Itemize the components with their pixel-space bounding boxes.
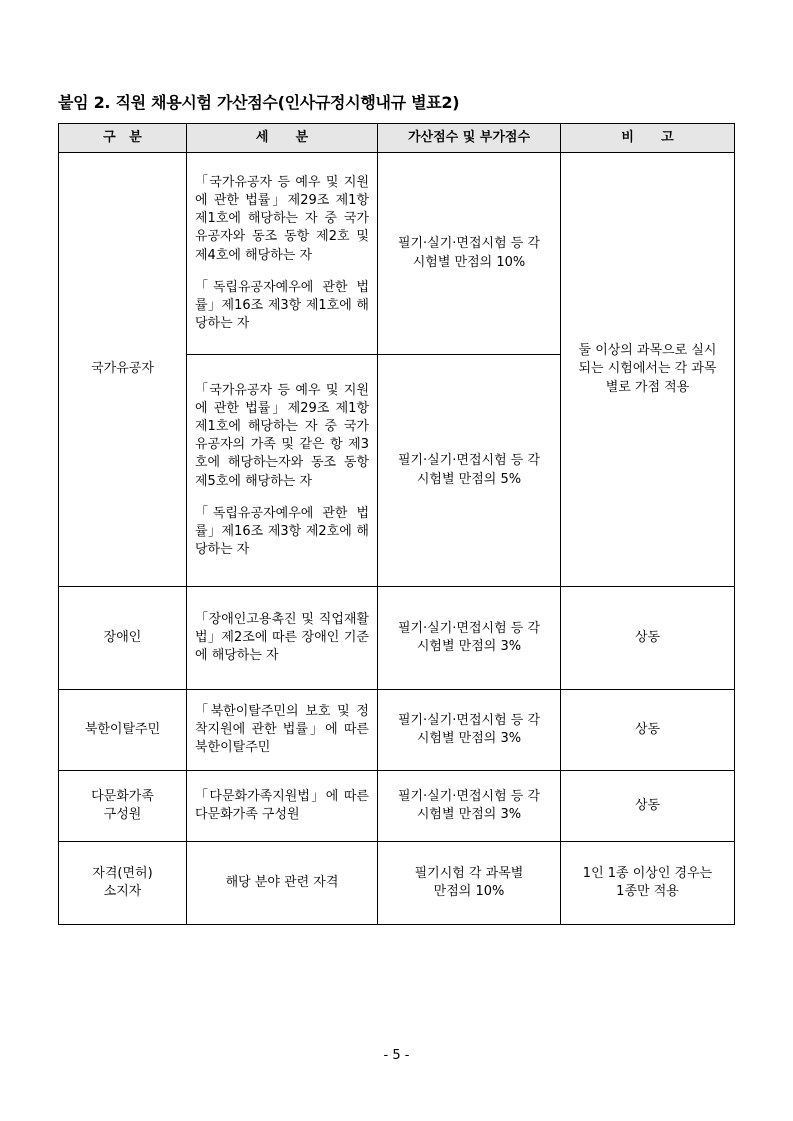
- category-cell: [59, 771, 187, 842]
- page-title: 붙임 2. 직원 채용시험 가산점수(인사규정시행내규 별표2): [58, 93, 460, 112]
- table-row: [59, 587, 735, 690]
- detail-text: 「국가유공자 등 예우 및 지원에 관한 법률」제29조 제1항 제1호에 해당하는 자 중 국가유공자와 동조 동항 제2호 및 제4호에 해당하는 자: [195, 174, 369, 263]
- category-line: 소지자: [103, 884, 142, 899]
- header-note: 비 고: [561, 124, 735, 153]
- detail-cell: [187, 153, 378, 355]
- category-line: 자격(면허): [92, 865, 153, 881]
- points-cell: 필기·실기·면접시험 등 각 시험별 만점의 10%: [378, 153, 561, 355]
- table-row: [59, 153, 735, 355]
- table-row: [59, 690, 735, 771]
- header-points: 가산점수 및 부가점수: [378, 124, 561, 153]
- detail-cell: [187, 355, 378, 587]
- note-cell: [561, 842, 735, 925]
- detail-cell: 「다문화가족지원법」에 따른 다문화가족 구성원: [187, 771, 378, 842]
- detail-cell: 해당 분야 관련 자격: [187, 842, 378, 925]
- points-cell: 필기·실기·면접시험 등 각 시험별 만점의 5%: [378, 355, 561, 587]
- header-detail: 세 분: [187, 124, 378, 153]
- category-cell: 장애인: [59, 587, 187, 690]
- detail-cell: 「장애인고용촉진 및 직업재활법」제2조에 따른 장애인 기준에 해당하는 자: [187, 587, 378, 690]
- detail-text: 「독립유공자예우에 관한 법률」제16조 제3항 제1호에 해당하는 자: [195, 279, 369, 332]
- table-row: [59, 842, 735, 925]
- note-cell: 상동: [561, 771, 735, 842]
- category-line: 다문화가족: [91, 788, 154, 804]
- note-cell: 상동: [561, 587, 735, 690]
- points-cell: 필기·실기·면접시험 등 각 시험별 만점의 3%: [378, 690, 561, 771]
- note-line: 1종만 적용: [616, 884, 679, 899]
- points-cell: 필기·실기·면접시험 등 각 시험별 만점의 3%: [378, 771, 561, 842]
- table-header-row: [59, 124, 735, 153]
- category-cell: 북한이탈주민: [59, 690, 187, 771]
- category-cell: [59, 842, 187, 925]
- detail-text: 「국가유공자 등 예우 및 지원에 관한 법률」제29조 제1항 제1호에 해당하는 자 중 국가유공자의 가족 및 같은 항 제3호에 해당하는자와 동조 동항 제5호에 해당하는 자: [195, 382, 369, 489]
- points-line: 만점의 10%: [433, 884, 505, 899]
- category-line: 구성원: [103, 807, 142, 822]
- points-cell: 필기·실기·면접시험 등 각 시험별 만점의 3%: [378, 587, 561, 690]
- note-cell: 상동: [561, 690, 735, 771]
- note-cell: 둘 이상의 과목으로 실시되는 시험에서는 각 과목별로 가점 적용: [561, 153, 735, 587]
- detail-cell: 「북한이탈주민의 보호 및 정착지원에 관한 법률」에 따른 북한이탈주민: [187, 690, 378, 771]
- detail-text: 「독립유공자예우에 관한 법률」제16조 제3항 제2호에 해당하는 자: [195, 505, 369, 558]
- points-cell: [378, 842, 561, 925]
- points-line: 필기시험 각 과목별: [414, 865, 524, 881]
- category-cell: 국가유공자: [59, 153, 187, 587]
- page-number: - 5 -: [383, 1048, 410, 1063]
- header-category: 구 분: [59, 124, 187, 153]
- note-line: 1인 1종 이상인 경우는: [582, 865, 713, 881]
- table-row: [59, 771, 735, 842]
- bonus-points-table: [58, 123, 735, 925]
